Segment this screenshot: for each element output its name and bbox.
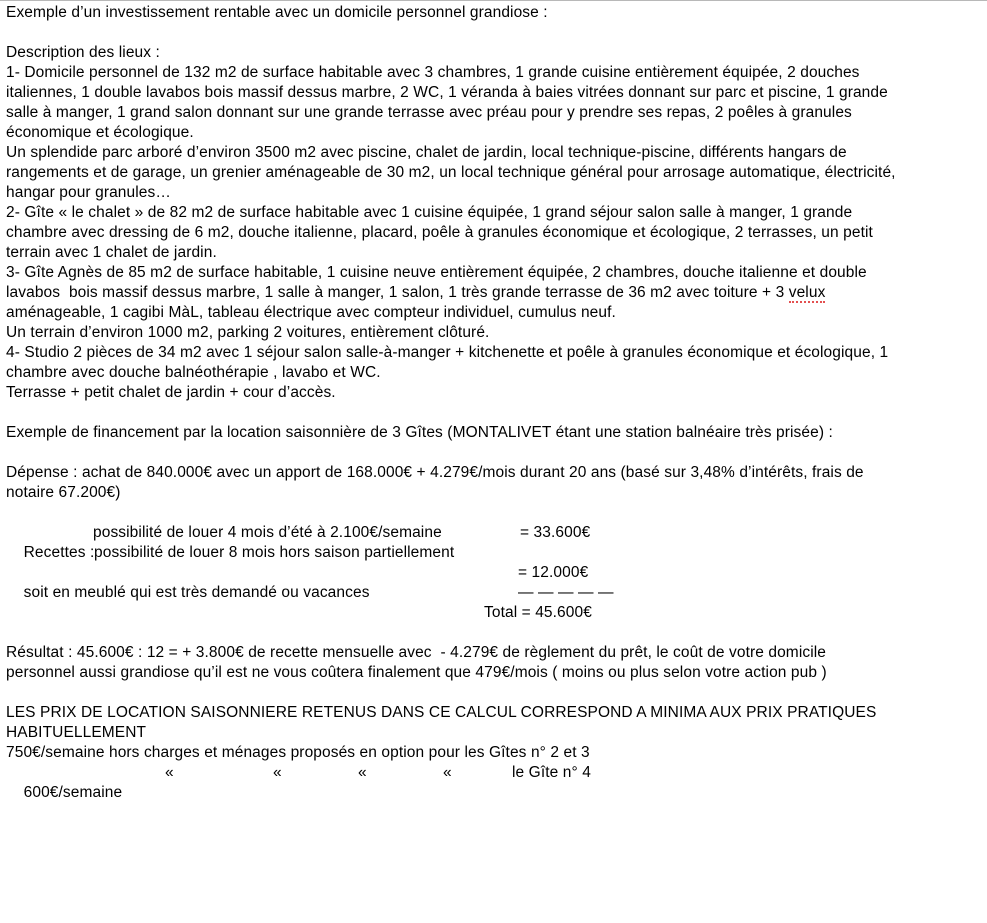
recettes-amount-3: = 12.000€ <box>518 564 589 581</box>
recettes-item-2: possibilité de louer 8 mois hors saison partiellement <box>94 544 455 561</box>
lieux-line: Un splendide parc arboré d’environ 3500 m2 avec piscine, chalet de jardin, local technique-piscine, différents hangars de <box>6 144 847 161</box>
lieux-line: salle à manger, 1 grand salon donnant sur une grande terrasse avec préau pour y prendre ses repas, 2 poêles à granules <box>6 104 852 121</box>
recettes-total: Total = 45.600€ <box>484 604 592 621</box>
ditto-quote-mark: « <box>165 764 174 781</box>
lieux-line <box>0 283 987 303</box>
financement-intro: Exemple de financement par la location saisonnière de 3 Gîtes (MONTALIVET étant une station balnéaire très prisée) : <box>6 424 833 441</box>
ditto-quote-mark: « <box>358 764 367 781</box>
lieux-line: Un terrain d’environ 1000 m2, parking 2 voitures, entièrement clôturé. <box>6 324 490 341</box>
lieux-line: Terrasse + petit chalet de jardin + cour d’accès. <box>6 384 336 401</box>
blank-line <box>0 623 987 643</box>
resultat-line: personnel aussi grandiose qu’il est ne vous coûtera finalement que 479€/mois ( moins ou plus selon votre action pub ) <box>6 664 827 681</box>
recettes-separator-dashes: — — — — — <box>518 584 614 601</box>
resultat-line: Résultat : 45.600€ : 12 = + 3.800€ de recette mensuelle avec - 4.279€ de règlement du prêt, le coût de votre domicile <box>6 644 827 661</box>
lieux-line: italiennes, 1 double lavabos bois massif dessus marbre, 2 WC, 1 véranda à baies vitrées donnant sur parc et piscine, 1 grande <box>6 84 888 101</box>
lieux-line: 1- Domicile personnel de 132 m2 de surface habitable avec 3 chambres, 1 grande cuisine entièrement équipée, 2 douches <box>6 64 860 81</box>
lieux-line: terrain avec 1 chalet de jardin. <box>6 244 217 261</box>
ditto-quote-mark: « <box>443 764 452 781</box>
recettes-label: Recettes : <box>23 544 95 561</box>
prix-line-4-tail: le Gîte n° 4 <box>512 764 591 781</box>
ditto-quote-mark: « <box>273 764 282 781</box>
prix-line-4-label: 600€/semaine <box>23 784 123 801</box>
blank-line <box>0 503 987 523</box>
recettes-item-3: soit en meublé qui est très demandé ou vacances <box>23 584 370 601</box>
blank-line <box>0 23 987 43</box>
document-text-area[interactable] <box>0 1 987 801</box>
lieux-line: économique et écologique. <box>6 124 194 141</box>
lieux-line: rangements et de garage, un grenier aménageable de 30 m2, un local technique général pour arrosage automatique, électricité, <box>6 164 896 181</box>
lieux-line: 3- Gîte Agnès de 85 m2 de surface habitable, 1 cuisine neuve entièrement équipée, 2 chambres, douche italienne et double <box>6 264 867 281</box>
document-title: Exemple d’un investissement rentable avec un domicile personnel grandiose : <box>6 4 548 21</box>
section-heading-lieux: Description des lieux : <box>6 44 160 61</box>
lieux-line: aménageable, 1 cagibi MàL, tableau électrique avec compteur individuel, cumulus neuf. <box>6 304 616 321</box>
recettes-total-line <box>0 603 987 623</box>
recettes-line-2 <box>0 543 987 563</box>
recettes-line-3 <box>0 563 987 601</box>
lieux-line: chambre avec dressing de 6 m2, douche italienne, placard, poêle à granules économique et écologique, 2 terrasses, un petit <box>6 224 873 241</box>
depense-line: Dépense : achat de 840.000€ avec un apport de 168.000€ + 4.279€/mois durant 20 ans (basé sur 3,48% d’intérêts, frais de <box>6 464 864 481</box>
recettes-separator-line <box>0 583 987 603</box>
prix-line: 750€/semaine hors charges et ménages proposés en option pour les Gîtes n° 2 et 3 <box>6 744 590 761</box>
recettes-item-1: possibilité de louer 4 mois d’été à 2.100€/semaine <box>93 524 442 541</box>
prix-line: HABITUELLEMENT <box>6 724 147 741</box>
lieux-line: hangar pour granules… <box>6 184 171 201</box>
prix-line: LES PRIX DE LOCATION SAISONNIERE RETENUS DANS CE CALCUL CORRESPOND A MINIMA AUX PRIX PRATIQUES <box>6 704 877 721</box>
prix-line-4 <box>0 763 987 801</box>
lieux-line: 4- Studio 2 pièces de 34 m2 avec 1 séjour salon salle-à-manger + kitchenette et poêle à granules économique et écologique, 1 <box>6 344 889 361</box>
lieux-line: chambre avec douche balnéothérapie , lavabo et WC. <box>6 364 381 381</box>
recettes-amount-1: = 33.600€ <box>520 524 591 541</box>
misspelled-word: velux <box>788 284 826 301</box>
blank-line <box>0 403 987 423</box>
lieux-line-text: lavabos bois massif dessus marbre, 1 salle à manger, 1 salon, 1 très grande terrasse de 36 m2 avec toiture + 3 <box>6 284 789 301</box>
blank-line <box>0 443 987 463</box>
lieux-line: 2- Gîte « le chalet » de 82 m2 de surface habitable avec 1 cuisine équipée, 1 grand séjour salon salle à manger, 1 grande <box>6 204 853 221</box>
depense-line: notaire 67.200€) <box>6 484 121 501</box>
blank-line <box>0 683 987 703</box>
